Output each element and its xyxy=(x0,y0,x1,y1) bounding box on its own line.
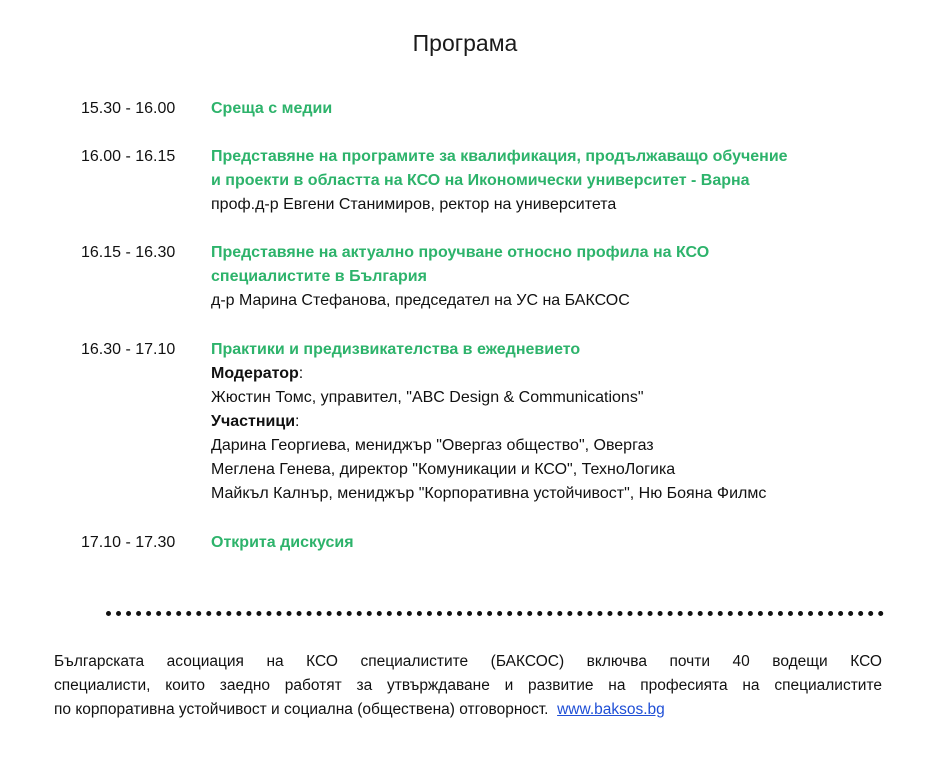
agenda-item xyxy=(81,338,881,506)
agenda-item xyxy=(81,145,881,217)
agenda-time: 16.15 - 16.30 xyxy=(81,244,176,261)
speaker: проф.д-р Евгени Станимиров, ректор на университета xyxy=(211,196,617,213)
agenda-topic: Практики и предизвикателства в ежедневието xyxy=(211,341,581,358)
footer-line: Българската асоциация на КСО специалистите (БАКСОС) включва почти 40 водещи КСО xyxy=(54,653,882,670)
agenda-topic: специалистите в България xyxy=(211,268,427,285)
participant: Меглена Генева, директор "Комуникации и КСО", ТехноЛогика xyxy=(211,461,676,478)
agenda-time: 17.10 - 17.30 xyxy=(81,534,176,551)
footer-line-last xyxy=(54,698,882,722)
participants-label: Участници xyxy=(211,413,296,430)
agenda-topic: и проекти в областта на КСО на Икономически университет - Варна xyxy=(211,172,750,189)
dotted-separator xyxy=(106,611,884,616)
agenda-time: 16.00 - 16.15 xyxy=(81,148,176,165)
website-link[interactable]: www.baksos.bg xyxy=(557,701,665,718)
moderator: Жюстин Томс, управител, "ABC Design & Communications" xyxy=(211,389,644,406)
agenda-time: 15.30 - 16.00 xyxy=(81,100,176,117)
participant: Майкъл Калнър, мениджър "Корпоративна устойчивост", Ню Бояна Филмс xyxy=(211,485,767,502)
agenda-topic: Среща с медии xyxy=(211,100,333,117)
participant: Дарина Георгиева, мениджър "Овергаз общество", Овергаз xyxy=(211,437,654,454)
moderator-label: Модератор xyxy=(211,365,299,382)
agenda-time: 16.30 - 17.10 xyxy=(81,341,176,358)
moderator-heading: Модератор: xyxy=(211,365,304,382)
agenda-item xyxy=(81,241,881,313)
agenda xyxy=(81,97,881,555)
agenda-topic: Открита дискусия xyxy=(211,534,354,551)
agenda-item xyxy=(81,531,881,555)
agenda-topic: Представяне на програмите за квалификация, продължаващо обучение xyxy=(211,148,788,165)
agenda-topic: Представяне на актуално проучване относно профила на КСО xyxy=(211,244,710,261)
speaker: д-р Марина Стефанова, председател на УС на БАКСОС xyxy=(211,292,630,309)
footer-description xyxy=(54,650,882,722)
page-title: Програма xyxy=(412,30,518,56)
footer-line: специалисти, които заедно работят за утвърждаване и развитие на професията на специалистите xyxy=(54,677,882,694)
agenda-item xyxy=(81,97,881,121)
participants-heading: Участници: xyxy=(211,413,300,430)
footer-line: по корпоративна устойчивост и социална (обществена) отговорност. xyxy=(54,701,549,718)
